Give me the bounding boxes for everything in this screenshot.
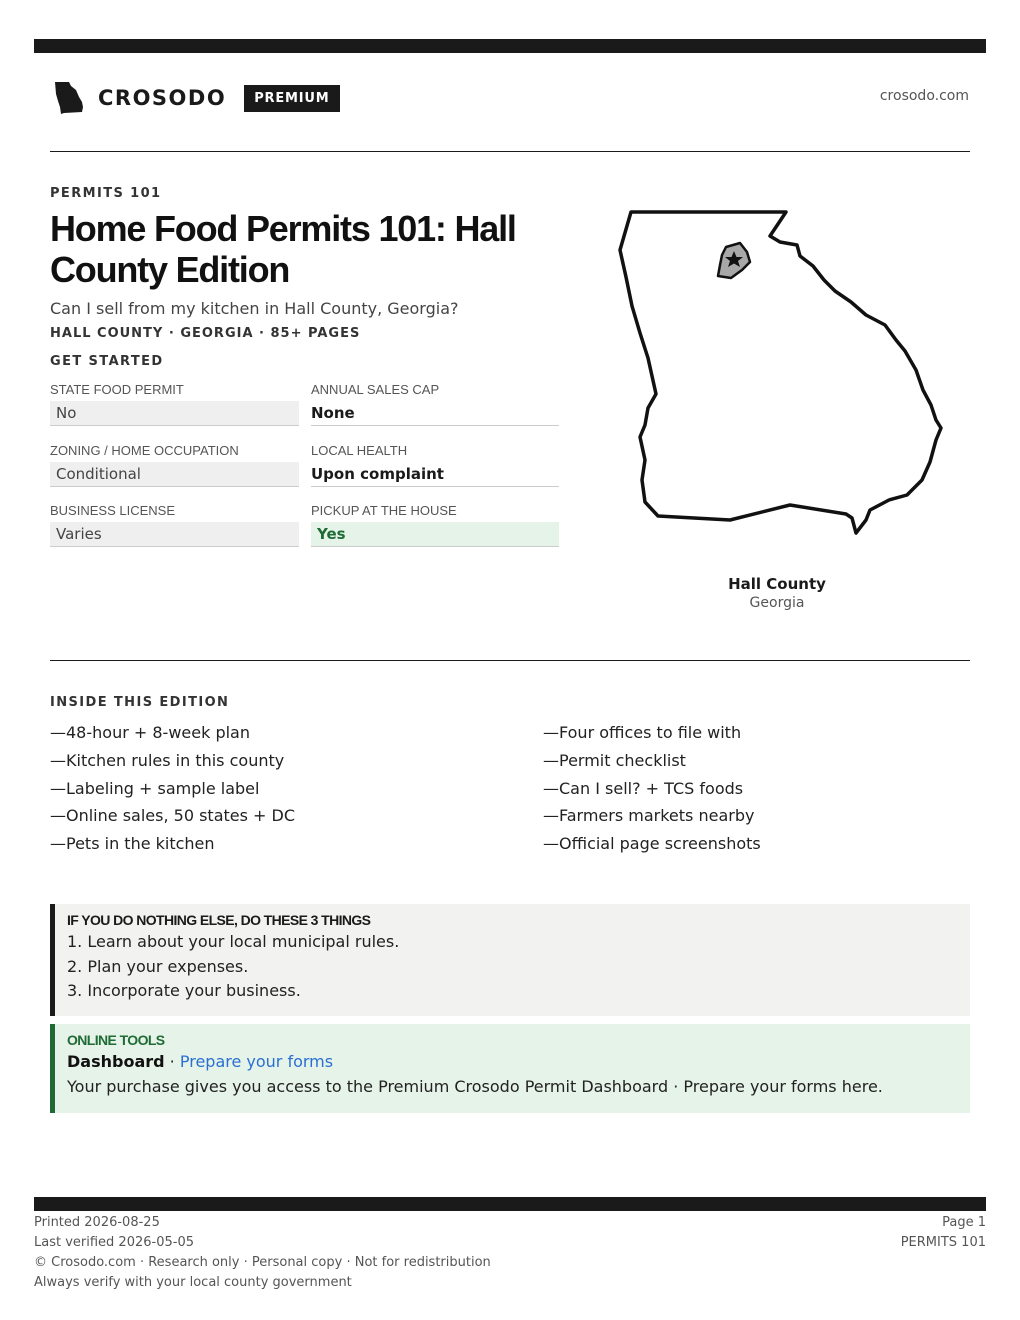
fact-label: BUSINESS LICENSE bbox=[50, 503, 175, 518]
fact-annual-sales-cap bbox=[311, 382, 559, 426]
list-item: —48-hour + 8-week plan bbox=[50, 723, 250, 742]
footer-left bbox=[34, 1213, 491, 1293]
georgia-map bbox=[600, 200, 950, 555]
tools-description: Your purchase gives you access to the Premium Crosodo Permit Dashboard · Prepare your forms here. bbox=[67, 1076, 883, 1096]
list-item: —Four offices to file with bbox=[543, 723, 742, 742]
premium-badge: PREMIUM bbox=[244, 85, 339, 112]
footer-section: PERMITS 101 bbox=[900, 1235, 986, 1250]
fact-value: Yes bbox=[311, 522, 559, 547]
separator: · bbox=[164, 1052, 180, 1071]
fact-local-health bbox=[311, 443, 559, 487]
list-item: —Online sales, 50 states + DC bbox=[50, 806, 296, 826]
top-bar bbox=[34, 39, 986, 53]
todo-item: 2. Plan your expenses. bbox=[67, 956, 249, 976]
map-caption bbox=[677, 575, 877, 611]
section-kicker: PERMITS 101 bbox=[50, 186, 162, 201]
list-item: —Labeling + sample label bbox=[50, 778, 260, 798]
get-started-label: GET STARTED bbox=[50, 354, 164, 369]
header-divider bbox=[50, 151, 970, 152]
page-title: Home Food Permits 101: Hall County Edition bbox=[50, 208, 516, 290]
fact-label: STATE FOOD PERMIT bbox=[50, 382, 184, 397]
fact-zoning bbox=[50, 443, 299, 487]
dashboard-line bbox=[67, 1050, 958, 1075]
fact-state-food-permit bbox=[50, 382, 299, 426]
fact-label: ANNUAL SALES CAP bbox=[311, 382, 440, 397]
fact-label: PICKUP AT THE HOUSE bbox=[311, 503, 457, 518]
map-county-label: Hall County bbox=[728, 575, 826, 593]
page-number: Page 1 bbox=[942, 1215, 986, 1230]
inside-list-right bbox=[543, 722, 963, 861]
todo-callout bbox=[50, 904, 970, 1016]
fact-pickup-at-house bbox=[311, 503, 559, 547]
georgia-outline bbox=[620, 212, 941, 533]
list-item: —Kitchen rules in this county bbox=[50, 750, 285, 770]
fact-value: None bbox=[311, 401, 559, 426]
fact-value: Upon complaint bbox=[311, 462, 559, 487]
page-subtitle: Can I sell from my kitchen in Hall County, Georgia? bbox=[50, 299, 459, 318]
dashboard-label: Dashboard bbox=[67, 1052, 165, 1071]
todo-item: 3. Incorporate your business. bbox=[67, 981, 301, 1000]
fact-value: Varies bbox=[50, 522, 299, 547]
fact-value: No bbox=[50, 401, 299, 426]
list-item: —Permit checklist bbox=[543, 750, 686, 770]
bottom-bar bbox=[34, 1197, 986, 1211]
map-state-label: Georgia bbox=[749, 595, 805, 611]
georgia-logo-icon bbox=[52, 80, 88, 116]
footer-right bbox=[901, 1213, 986, 1253]
fact-label: ZONING / HOME OCCUPATION bbox=[50, 443, 239, 458]
prepare-forms-link[interactable]: Prepare your forms bbox=[179, 1052, 334, 1071]
verified-date: Last verified 2026-05-05 bbox=[34, 1235, 194, 1250]
inside-list-left bbox=[50, 722, 510, 861]
brand-logo[interactable] bbox=[52, 80, 340, 116]
inside-edition-heading: INSIDE THIS EDITION bbox=[50, 695, 230, 710]
disclaimer: Always verify with your local county government bbox=[34, 1275, 352, 1290]
todo-heading: IF YOU DO NOTHING ELSE, DO THESE 3 THINGS bbox=[67, 912, 371, 928]
fact-value: Conditional bbox=[50, 462, 299, 487]
list-item: —Farmers markets nearby bbox=[543, 806, 755, 826]
copyright: © Crosodo.com · Research only · Personal copy · Not for redistribution bbox=[34, 1255, 491, 1270]
todo-item: 1. Learn about your local municipal rules. bbox=[67, 932, 400, 951]
edition-meta: HALL COUNTY · GEORGIA · 85+ PAGES bbox=[50, 326, 361, 341]
section-divider bbox=[50, 660, 970, 661]
fact-label: LOCAL HEALTH bbox=[311, 443, 408, 458]
printed-date: Printed 2026-08-25 bbox=[34, 1215, 160, 1230]
fact-business-license bbox=[50, 503, 299, 547]
list-item: —Can I sell? + TCS foods bbox=[543, 778, 744, 798]
online-tools-callout bbox=[50, 1024, 970, 1113]
list-item: —Official page screenshots bbox=[543, 834, 761, 854]
brand-name: CROSODO bbox=[98, 86, 227, 110]
list-item: —Pets in the kitchen bbox=[50, 834, 215, 854]
online-tools-heading: ONLINE TOOLS bbox=[67, 1032, 165, 1048]
site-url[interactable]: crosodo.com bbox=[879, 88, 969, 104]
